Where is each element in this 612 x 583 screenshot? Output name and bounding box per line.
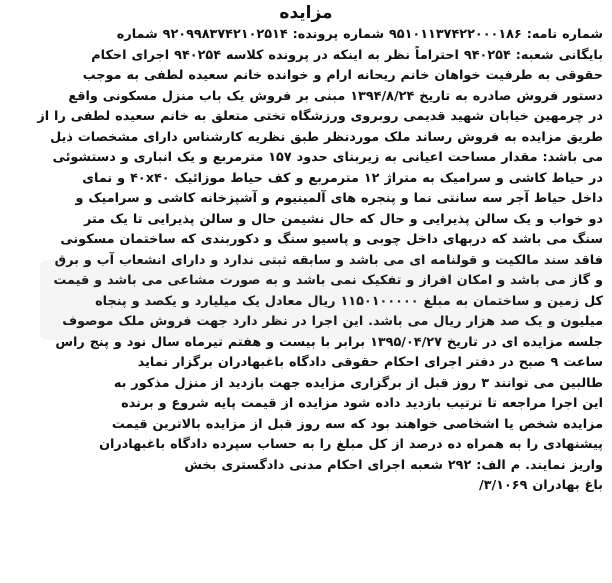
notice-line: پیشنهادی را به همراه ده درصد از کل مبلغ را به حساب سپرده دادگاه باغبهادران <box>99 437 603 452</box>
notice-line: و گاز می باشد و امکان افراز و تفکیک نمی باشد و به صورت مشاعی می باشد و قیمت <box>53 273 603 288</box>
notice-line: ساعت ۹ صبح در دفتر اجرای احکام حقوقی دادگاه باغبهادران برگزار نماید <box>137 355 603 370</box>
notice-line: می باشد: مقدار مساحت اعیانی به زیربنای حدود ۱۵۷ مترمربع و یک انباری و دستشوئی <box>52 150 603 165</box>
notice-line: باغ بهادران ۳/۱۰۶۹/ <box>479 478 603 493</box>
notice-line: سنگ می باشد که دربهای داخل چوبی و پاسیو سنگ و دکوربندی که ساختمان مسکونی <box>60 232 603 247</box>
notice-line: فاقد سند مالکیت و قولنامه ای می باشد و سابقه ثبتی ندارد و دارای انشعاب آب و برق <box>54 252 603 268</box>
notice-line: دو خواب و یک سالن پذیرایی و حال که حال نشیمن حال و سالن پذیرایی تا یک متر <box>83 211 603 227</box>
notice-body <box>9 25 603 497</box>
notice-line: شماره نامه: ۹۵۱۰۱۱۳۷۴۲۲۰۰۰۱۸۶ شماره پرونده: ۹۲۰۹۹۸۳۷۴۲۱۰۲۵۱۴ شماره <box>116 27 603 42</box>
notice-line: مزایده شخص یا اشخاصی خواهند بود که سه روز قبل از مزایده بالاترین قیمت <box>111 416 603 432</box>
notice-line: واریز نمایند. م الف: ۲۹۲ شعبه اجرای احکام مدنی دادگستری بخش <box>184 457 603 473</box>
notice-line: بایگانی شعبه: ۹۴۰۲۵۴ احتراماً نظر به اینکه در پرونده کلاسه ۹۴۰۲۵۴ اجرای احکام <box>91 47 603 63</box>
notice-line: میلیون و یک صد هزار ریال می باشد. این اجرا در نظر دارد جهت فروش ملک موصوف <box>62 314 603 329</box>
notice-line: طالبین می توانند ۳ روز قبل از برگزاری مزایده جهت بازدید از منزل مذکور به <box>113 375 603 391</box>
notice-line: کل زمین و ساختمان به مبلغ ۱۱۵۰۱۰۰۰۰۰ ریال معادل یک میلیارد و یکصد و پنجاه <box>95 293 603 309</box>
notice-title: مزایده <box>279 3 333 23</box>
notice-line: در حیاط کاشی و سرامیک به متراژ ۱۲ مترمربع و کف حیاط موزائیک ۴۰x۴۰ و نمای <box>82 170 603 186</box>
notice-line: در چرمهین خیابان شهید قدیمی روبروی ورزشگاه تختی متعلق به خانم سعیده لطفی را از <box>37 109 603 124</box>
notice-line: جلسه مزایده ای در تاریخ ۱۳۹۵/۰۴/۲۷ برابر با بیست و هفتم تیرماه سال نود و پنج راس <box>55 334 603 350</box>
notice-line: طریق مزایده به فروش رساند ملک موردنظر طبق نظریه کارشناس دارای مشخصات ذیل <box>50 129 603 145</box>
notice-line: حقوقی به طرفیت خواهان خانم ریحانه ارام و خوانده خانم سعیده لطفی به موجب <box>82 68 603 83</box>
notice-line: داخل حیاط آجر سه سانتی نما و پنجره های آلمینیوم و آشپزخانه کاشی و سرامیک و <box>75 191 603 206</box>
notice-line: این اجرا مراجعه تا ترتیب بازدید داده شود مزایده از قیمت پایه شروع و برنده <box>121 396 603 411</box>
notice-line: دستور فروش صادره به تاریخ ۱۳۹۴/۸/۲۴ مبنی بر فروش یک باب منزل مسکونی واقع <box>68 88 603 104</box>
